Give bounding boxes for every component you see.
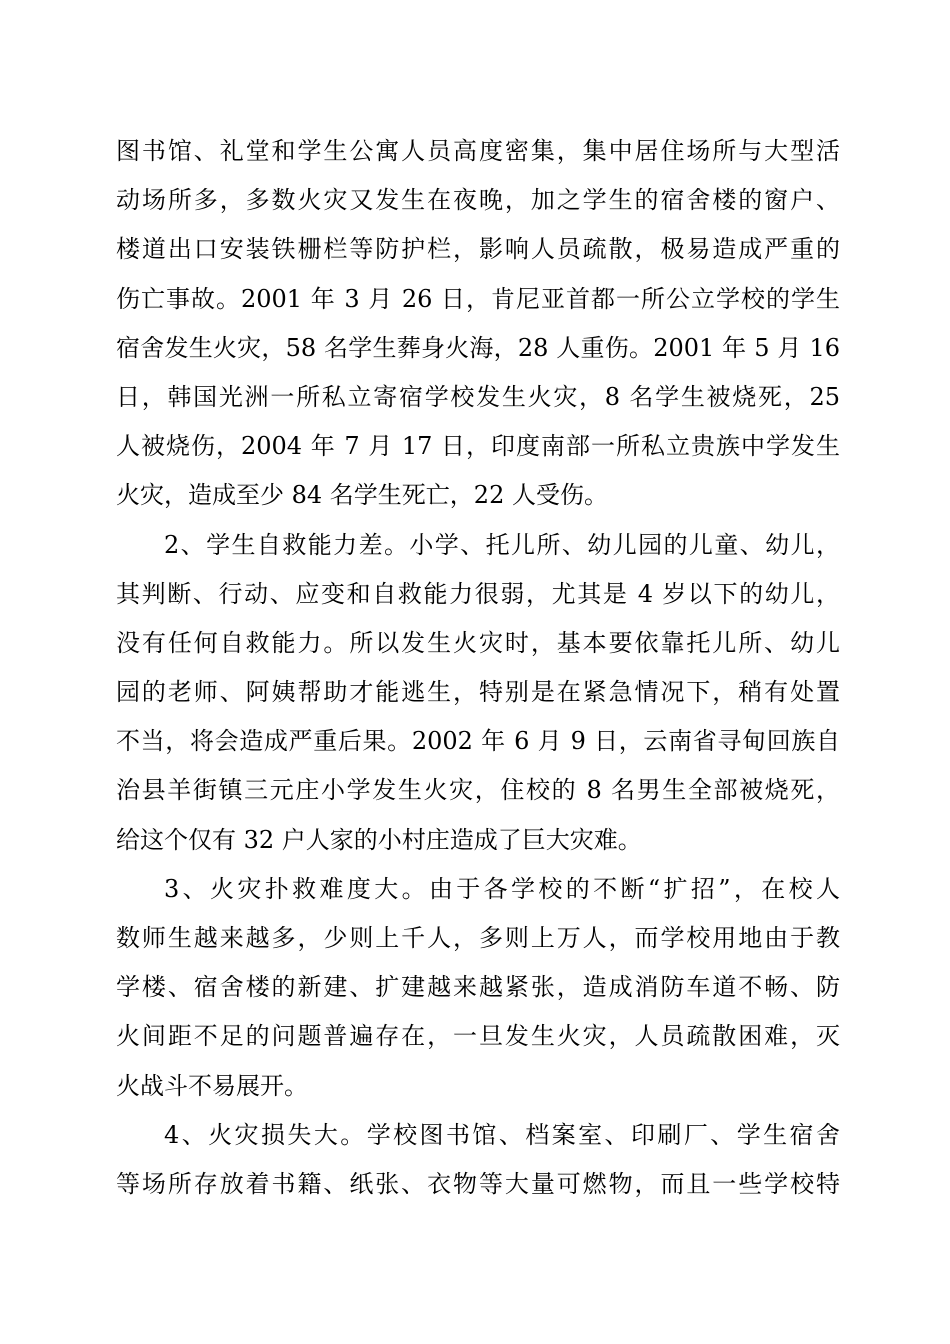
- text-line: 学楼、宿舍楼的新建、扩建越来越紧张，造成消防车道不畅、防: [116, 973, 840, 1002]
- text-line: 数师生越来越多，少则上千人，多则上万人，而学校用地由于教: [116, 924, 840, 952]
- text-line: 给这个仅有 32 户人家的小村庄造成了巨大灾难。: [116, 825, 642, 854]
- paragraph-heading-line: 2、学生自救能力差。小学、托儿所、幼儿园的儿童、幼儿，: [164, 530, 840, 559]
- paragraph-heading-line: 4、火灾损失大。学校图书馆、档案室、印刷厂、学生宿舍: [164, 1120, 840, 1149]
- text-line: 不当，将会造成严重后果。2002 年 6 月 9 日，云南省寻甸回族自: [116, 727, 840, 756]
- text-line: 治县羊街镇三元庄小学发生火灾，住校的 8 名男生全部被烧死，: [116, 776, 840, 805]
- body-text: [116, 127, 840, 1209]
- text-line: 日，韩国光洲一所私立寄宿学校发生火灾，8 名学生被烧死，25: [116, 382, 840, 411]
- text-line: 图书馆、礼堂和学生公寓人员高度密集，集中居住场所与大型活: [116, 137, 840, 165]
- text-line: 园的老师、阿姨帮助才能逃生，特别是在紧急情况下，稍有处置: [116, 678, 840, 707]
- text-line: 伤亡事故。2001 年 3 月 26 日，肯尼亚首都一所公立学校的学生: [116, 284, 840, 313]
- text-line: 宿舍发生火灾，58 名学生葬身火海，28 人重伤。2001 年 5 月 16: [116, 333, 840, 362]
- text-line: 等场所存放着书籍、纸张、衣物等大量可燃物，而且一些学校特: [116, 1169, 840, 1198]
- text-line: 人被烧伤，2004 年 7 月 17 日，印度南部一所私立贵族中学发生: [116, 432, 840, 461]
- text-line: 动场所多，多数火灾又发生在夜晚，加之学生的宿舍楼的窗户、: [116, 186, 840, 215]
- text-line: 其判断、行动、应变和自救能力很弱，尤其是 4 岁以下的幼儿，: [116, 579, 840, 608]
- text-line: 火灾，造成至少 84 名学生死亡，22 人受伤。: [116, 481, 608, 510]
- text-line: 火间距不足的问题普遍存在，一旦发生火灾，人员疏散困难，灭: [116, 1022, 840, 1051]
- paragraph-heading-line: 3、火灾扑救难度大。由于各学校的不断“扩招”，在校人: [164, 874, 840, 903]
- text-line: 没有任何自救能力。所以发生火灾时，基本要依靠托儿所、幼儿: [116, 628, 840, 657]
- text-line: 火战斗不易展开。: [116, 1071, 308, 1100]
- text-line: 楼道出口安装铁栅栏等防护栏，影响人员疏散，极易造成严重的: [116, 235, 840, 264]
